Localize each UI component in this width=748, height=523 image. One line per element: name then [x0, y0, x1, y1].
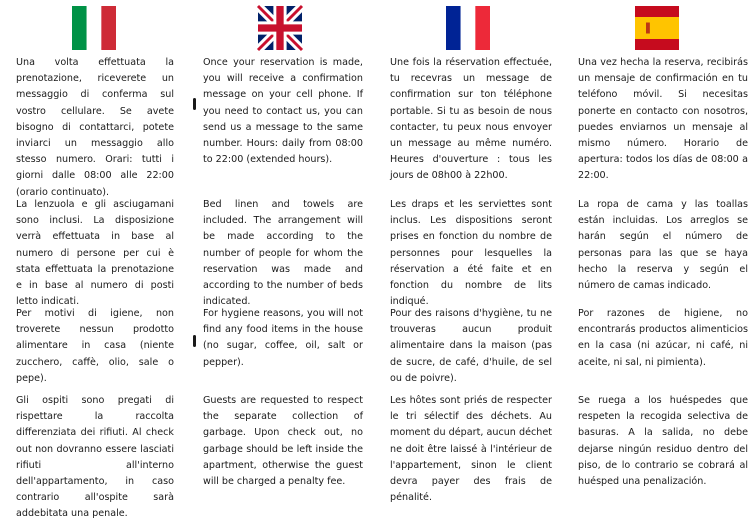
paragraph-garbage: Se ruega a los huéspedes que respeten la recogida selectiva de basuras. A la salida, no debe dejarse ningún residuo dentro del piso, de lo contrario se cobrará al huésped una penalización. — [578, 395, 748, 488]
paragraph-linen: La ropa de cama y las toallas están incluidas. Los arreglos se harán según el número de personas para las que se haya hecho la reserva y según el número de camas indicado. — [578, 199, 748, 292]
column-spanish — [570, 0, 748, 500]
paragraph-hygiene: For hygiene reasons, you will not find any food items in the house (no sugar, coffee, oil, salt or pepper). — [203, 308, 363, 368]
paragraph-linen: Les draps et les serviettes sont inclus. Les dispositions seront prises en fonction du nombre de personnes pour lesquelles la réservation a été faite et en fonction du nombre de lits indiqué. — [390, 199, 552, 308]
spain-flag-icon — [635, 6, 679, 50]
paragraph-hygiene: Pour des raisons d'hygiène, tu ne trouveras aucun produit alimentaire dans la maison (pas de sucre, de café, d'huile, de sel ou de poivre). — [390, 308, 552, 384]
paragraph-garbage: Guests are requested to respect the separate collection of garbage. Upon check out, no garbage should be left inside the apartment, otherwise the guest will be charged a penalty fee. — [203, 395, 363, 488]
paragraph-garbage: Les hôtes sont priés de respecter le tri sélectif des déchets. Au moment du départ, aucun déchet ne doit être laissé à l'intérieur de l'appartement, sinon le client devra payer des frais de pénalité. — [390, 395, 552, 504]
paragraph-linen: La lenzuola e gli asciugamani sono inclusi. La disposizione verrà effettuata in base al numero di persone per cui è stata effettuata la prenotazione e in base al numero di posti letto indicati. — [16, 199, 174, 308]
edge-mark — [193, 98, 196, 110]
paragraph-linen: Bed linen and towels are included. The arrangement will be made according to the number of people for whom the reservation was made and according to the number of beds indicated. — [203, 199, 363, 308]
edge-mark — [193, 335, 196, 347]
paragraph-reservation: Once your reservation is made, you will receive a confirmation message on your cell phone. If you need to contact us, you can send us a message to the same number. Hours: daily from 08:00 to 22:00 (extended hours). — [203, 57, 363, 166]
paragraph-reservation: Una vez hecha la reserva, recibirás un mensaje de confirmación en tu teléfono móvil. Si necesitas ponerte en contacto con nosotros, puedes enviarnos un mensaje al mismo número. Horario de apertura: todos los días de 08:00 a 22:00. — [578, 57, 748, 182]
paragraph-hygiene: Per motivi di igiene, non troverete nessun prodotto alimentare in casa (niente zucchero, caffè, olio, sale o pepe). — [16, 308, 174, 384]
uk-flag-icon — [258, 6, 302, 50]
column-italian — [0, 0, 185, 520]
paragraph-garbage: Gli ospiti sono pregati di rispettare la raccolta differenziata dei rifiuti. Al check out non dovranno essere lasciati rifiuti all'interno dell'appartamento, in caso contrario all'ospite sarà addebitata una penale. — [16, 395, 174, 520]
paragraph-hygiene: Por razones de higiene, no encontrarás productos alimenticios en la casa (ni azúcar, ni café, ni aceite, ni sal, ni pimienta). — [578, 308, 748, 368]
column-english — [193, 0, 371, 500]
france-flag-icon — [446, 6, 490, 50]
column-french — [382, 0, 558, 504]
paragraph-reservation: Una volta effettuata la prenotazione, riceverete un messaggio di conferma sul vostro cellulare. Se avete bisogno di contattarci, potete inviarci un messaggio allo stesso numero. Orari: tutti i giorni dalle 08:00 alle 22:00 (orario continuato). — [16, 57, 174, 198]
italy-flag-icon — [72, 6, 116, 50]
paragraph-reservation: Une fois la réservation effectuée, tu recevras un message de confirmation sur ton téléphone portable. Si tu as besoin de nous contacter, tu peux nous envoyer un message au même numéro. Heures d'ouverture : tous les jours de 08h00 à 22h00. — [390, 57, 552, 182]
